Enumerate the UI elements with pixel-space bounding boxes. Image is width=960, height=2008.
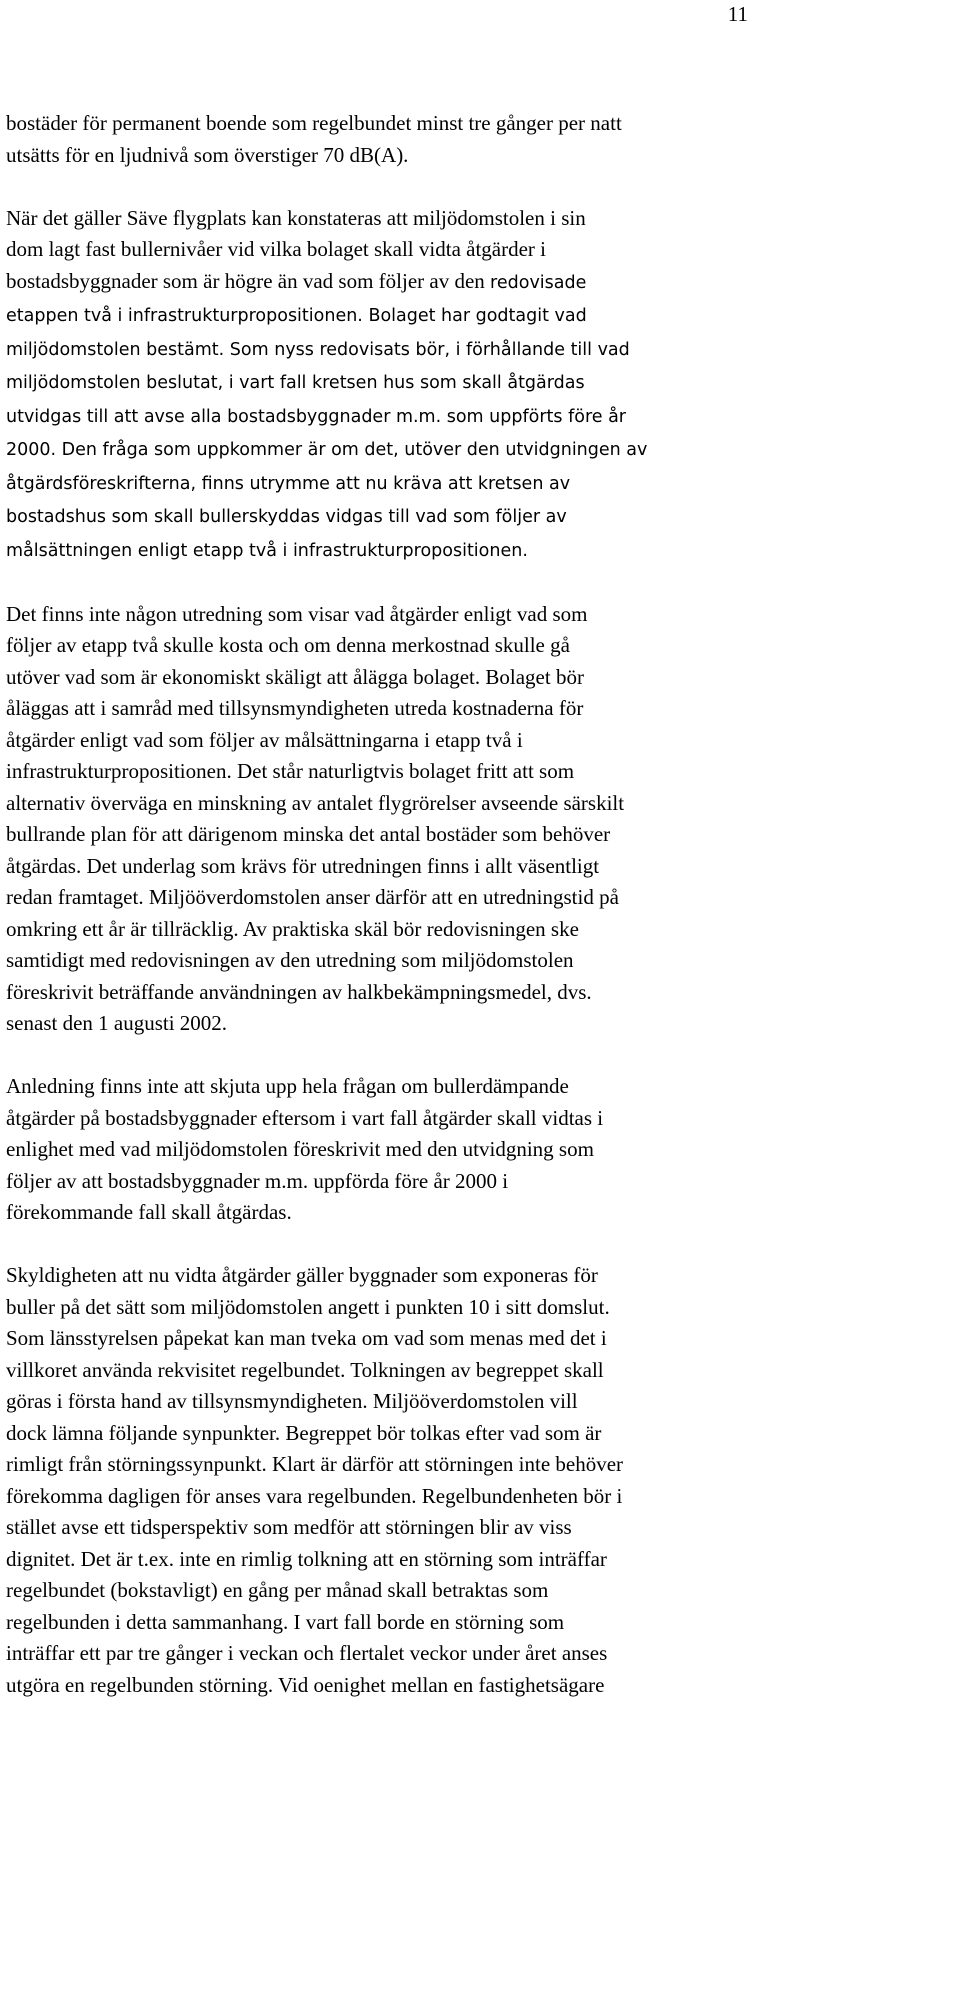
text-line (6, 1008, 750, 1040)
text-line (6, 1544, 750, 1576)
text-line (6, 299, 750, 333)
text-run: 2000. Den fråga som uppkommer är om det, utöver den utvidgningen av (6, 440, 648, 460)
text-line (6, 599, 750, 631)
text-line (6, 140, 750, 172)
text-run: villkoret använda rekvisitet regelbundet. Tolkningen av begreppet skall (6, 1357, 604, 1382)
text-line (6, 1197, 750, 1229)
text-run: åtgärder på bostadsbyggnader eftersom i vart fall åtgärder skall vidtas i (6, 1105, 604, 1130)
text-run: utsätts för en ljudnivå som överstiger 70 dB(A). (6, 142, 409, 167)
text-run: enlighet med vad miljödomstolen föreskrivit med den utvidgning som (6, 1137, 594, 1161)
text-run: bostäder för permanent boende som regelbundet minst tre gånger per natt (6, 111, 622, 135)
text-run: redovisade (490, 272, 587, 293)
text-run: göras i första hand av tillsynsmyndigheten. Miljööverdomstolen vill (6, 1389, 578, 1413)
text-line (6, 1260, 750, 1292)
text-run: Bolaget har godtagit vad (362, 306, 587, 326)
text-line (6, 819, 750, 851)
text-run: bullrande plan för att därigenom minska det antal bostäder som behöver (6, 822, 611, 846)
text-line (6, 1638, 750, 1670)
text-run: förekomma dagligen för anses vara regelbunden. Regelbundenheten bör i (6, 1483, 623, 1508)
text-line (6, 977, 750, 1009)
text-run: dom lagt fast bullernivåer vid vilka bolaget skall vidta åtgärder i (6, 237, 547, 261)
text-run: omkring ett år är tillräcklig. Av praktiska skäl bör redovisningen ske (6, 916, 579, 941)
text-line (6, 366, 750, 400)
text-line (6, 266, 750, 300)
text-line (6, 725, 750, 757)
text-run: utgöra en regelbunden störning. Vid oenighet mellan en fastighetsägare (6, 1672, 605, 1697)
text-line (6, 1292, 750, 1324)
paragraph (6, 108, 750, 171)
text-line (6, 851, 750, 883)
text-line (6, 693, 750, 725)
text-line (6, 1134, 750, 1166)
page-number: 11 (727, 2, 748, 26)
text-line (6, 1575, 750, 1607)
text-line (6, 1386, 750, 1418)
text-line (6, 1166, 750, 1198)
text-run: miljödomstolen bestämt. (6, 339, 225, 360)
text-line (6, 234, 750, 266)
text-run: miljödomstolen beslutat, i vart fall kretsen hus som skall åtgärdas (6, 373, 585, 393)
text-run: förekommande fall skall åtgärdas. (6, 1200, 292, 1224)
text-run: senast den 1 augusti 2002. (6, 1011, 228, 1035)
text-run: infrastrukturpropositionen. Det står naturligtvis bolaget fritt att som (6, 759, 575, 783)
text-run: inträffar ett par tre gånger i veckan och flertalet veckor under året anses (6, 1641, 608, 1665)
text-run: bostadshus som skall bullerskyddas vidgas till vad som följer av (6, 507, 567, 527)
text-line (6, 662, 750, 694)
text-line (6, 400, 750, 434)
paragraph (6, 1260, 750, 1701)
paragraph (6, 1071, 750, 1229)
text-run: När det gäller Säve flygplats kan konstateras att miljödomstolen i sin (6, 205, 586, 230)
text-run: Skyldigheten att nu vidta åtgärder gäller byggnader som exponeras för (6, 1263, 598, 1287)
text-run: följer av etapp två skulle kosta och om denna merkostnad skulle gå (6, 633, 570, 657)
text-line (6, 203, 750, 235)
document-body (6, 108, 750, 1733)
text-run: åtgärder enligt vad som följer av målsättningarna i etapp två i (6, 727, 523, 752)
text-run: stället avse ett tidsperspektiv som medför att störningen blir av viss (6, 1515, 572, 1539)
text-line (6, 630, 750, 662)
text-run: buller på det sätt som miljödomstolen angett i punkten 10 i sitt domslut. (6, 1294, 610, 1319)
text-line (6, 788, 750, 820)
text-line (6, 333, 750, 367)
text-line (6, 1512, 750, 1544)
text-run: redan framtaget. Miljööverdomstolen anser därför att en utredningstid på (6, 885, 619, 909)
text-line (6, 756, 750, 788)
text-line (6, 1355, 750, 1387)
text-line (6, 1323, 750, 1355)
text-run: etappen två i infrastrukturpropositionen. (6, 306, 363, 326)
text-line (6, 1670, 750, 1702)
text-run: åläggas att i samråd med tillsynsmyndigheten utreda kostnaderna för (6, 696, 584, 720)
text-line (6, 108, 750, 140)
text-line (6, 1418, 750, 1450)
text-run: dignitet. Det är t.ex. inte en rimlig tolkning att en störning som inträffar (6, 1546, 607, 1571)
text-run: föreskrivit beträffande användningen av halkbekämpningsmedel, dvs. (6, 979, 592, 1004)
paragraph (6, 599, 750, 1040)
text-line (6, 1481, 750, 1513)
text-run: Det finns inte någon utredning som visar vad åtgärder enligt vad som (6, 601, 588, 626)
text-run: regelbunden i detta sammanhang. I vart fall borde en störning som (6, 1609, 565, 1634)
text-run: Som nyss redovisats bör, i förhållande till vad (224, 339, 630, 360)
text-run: alternativ överväga en minskning av antalet flygrörelser avseende särskilt (6, 790, 625, 815)
text-run: utöver vad som är ekonomiskt skäligt att ålägga bolaget. Bolaget bör (6, 664, 584, 689)
text-run: målsättningen enligt etapp två i infrastrukturpropositionen. (6, 540, 528, 561)
text-run: rimligt från störningssynpunkt. Klart är därför att störningen inte behöver (6, 1452, 624, 1476)
text-line (6, 882, 750, 914)
text-run: följer av att bostadsbyggnader m.m. uppförda före år 2000 i (6, 1168, 509, 1193)
text-run: åtgärdsföreskrifterna, finns utrymme att nu kräva att kretsen av (6, 473, 571, 494)
text-run: dock lämna följande synpunkter. Begreppet bör tolkas efter vad som är (6, 1420, 602, 1445)
text-line (6, 534, 750, 568)
text-line (6, 1071, 750, 1103)
text-line (6, 1449, 750, 1481)
text-line (6, 914, 750, 946)
text-run: bostadsbyggnader som är högre än vad som följer av den (6, 268, 491, 293)
text-line (6, 433, 750, 467)
text-run: åtgärdas. Det underlag som krävs för utredningen finns i allt väsentligt (6, 853, 600, 878)
text-line (6, 1103, 750, 1135)
text-line (6, 945, 750, 977)
text-run: Som länsstyrelsen påpekat kan man tveka om vad som menas med det i (6, 1326, 607, 1350)
text-line (6, 467, 750, 501)
text-run: regelbundet (bokstavligt) en gång per månad skall betraktas som (6, 1578, 549, 1602)
paragraph (6, 203, 750, 568)
text-run: samtidigt med redovisningen av den utredning som miljödomstolen (6, 948, 574, 972)
text-run: Anledning finns inte att skjuta upp hela frågan om bullerdämpande (6, 1074, 569, 1098)
text-line (6, 500, 750, 534)
text-line (6, 1607, 750, 1639)
text-run: utvidgas till att avse alla bostadsbyggnader m.m. som uppförts före år (6, 406, 627, 427)
